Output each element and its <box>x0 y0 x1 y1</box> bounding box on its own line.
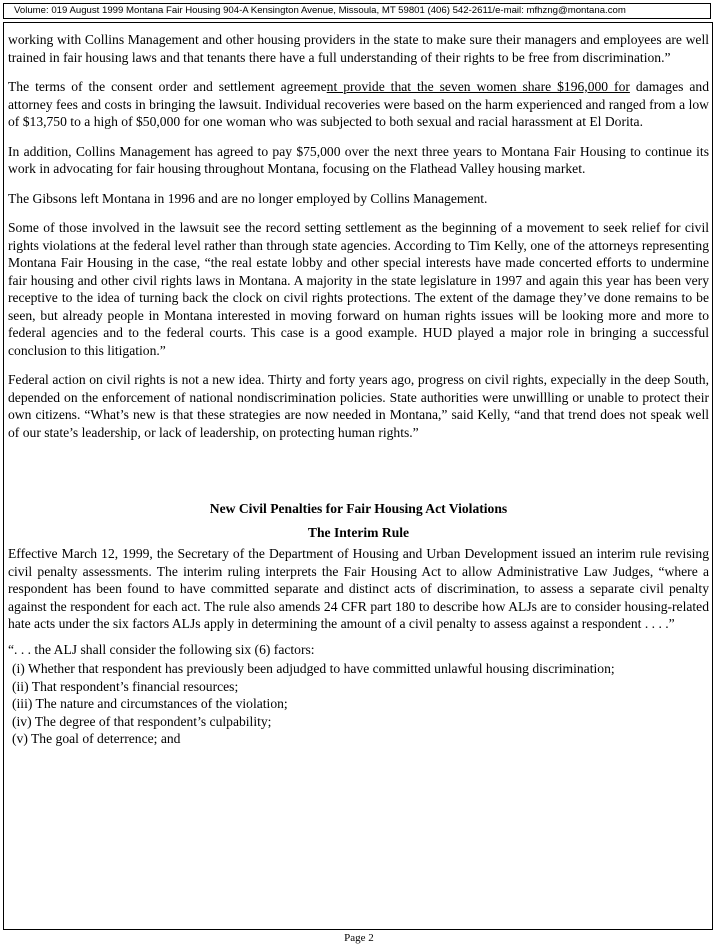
article-paragraph: Effective March 12, 1999, the Secretary of the Department of Housing and Urban Development issued an interim rule revising civil penalty assessments. The interim ruling interprets the Fair Housing Act to allow Administrative Law Judges, “where a respondent has been found to have committed separate and distinct acts of discrimination, to assess a separate civil penalty against the respondent for each act. The rule also amends 24 CFR part 180 to describe how ALJs are to consider housing-related hate acts under the six factors ALJs apply in determining the amount of a civil penalty to assess against a respondent . . . .” <box>8 546 709 631</box>
section-spacer <box>8 453 709 497</box>
article-paragraph: In addition, Collins Management has agreed to pay $75,000 over the next three years to Montana Fair Housing to continue its work in advocating for fair housing throughout Montana, focusing on the Flathead Valley housing market. <box>8 143 709 176</box>
article-paragraph: working with Collins Management and other housing providers in the state to make sure their managers and employees are well trained in fair housing laws and that tenants there have a full understanding of their rights to be free from discrimination.” <box>8 32 709 65</box>
list-item: (v) The goal of deterrence; and <box>12 731 181 746</box>
article-paragraph: Some of those involved in the lawsuit see the record setting settlement as the beginning of a movement to seek relief for civil rights violations at the federal level rather than through state agencies. According to Tim Kelly, one of the attorneys representing Montana Fair Housing in the case, “the real estate lobby and other special interests have made concerted efforts to undermine fair housing and other civil rights laws in Montana. A majority in the state legislature in 1997 and again this year has been very receptive to the idea of turning back the clock on civil rights protections. The extent of the damage they’ve done remains to be seen, but already people in Montana interested in moving forward on human rights issues will be looking more and more to federal agencies and to the federal courts. This case is a good example. HUD played a major role in bringing a successful conclusion to this litigation.” <box>8 220 709 358</box>
page-body <box>3 22 713 930</box>
list-intro: “. . . the ALJ shall consider the following six (6) factors: <box>8 641 315 657</box>
article-paragraph: The Gibsons left Montana in 1996 and are no longer employed by Collins Management. <box>8 190 488 206</box>
masthead: Volume: 019 August 1999 Montana Fair Housing 904-A Kensington Avenue, Missoula, MT 59801 (406) 542-2611/e-mail: mfhzng@montana.com <box>3 3 711 19</box>
page-number: Page 2 <box>344 932 374 944</box>
paragraph-text: The terms of the consent order and settlement agreeme <box>8 79 327 94</box>
section-title: New Civil Penalties for Fair Housing Act Violations <box>209 501 508 516</box>
paragraph-text: damages and attorney fees and costs in bringing the lawsuit. Individual recoveries were based on the harm experienced and ranged from a low of $13,750 to a high of $50,000 for one woman who was subjected to both sexual and racial harassment at El Dorita. <box>8 79 710 129</box>
list-item: (iii) The nature and circumstances of the violation; <box>12 696 288 711</box>
underlined-text: nt provide that the seven women share $196,000 for <box>326 79 630 94</box>
factors-list <box>8 660 709 748</box>
list-item: (iv) The degree of that respondent’s culpability; <box>12 713 272 729</box>
list-item: (ii) That respondent’s financial resources; <box>12 678 239 694</box>
list-item: (i) Whether that respondent has previously been adjudged to have committed unlawful housing discrimination; <box>12 661 615 676</box>
article-paragraph: Federal action on civil rights is not a new idea. Thirty and forty years ago, progress on civil rights, expecially in the deep South, depended on the enforcement of national nondiscrimination policies. State authorities were unwillling or unable to protect their own citizens. “What’s new is that these strategies are now needed in Montana,” said Kelly, “and that trend does not speak well of our state’s leadership, or lack of leadership, on protecting human rights.” <box>8 372 709 440</box>
section-subtitle: The Interim Rule <box>307 525 410 540</box>
article-paragraph <box>8 78 709 131</box>
